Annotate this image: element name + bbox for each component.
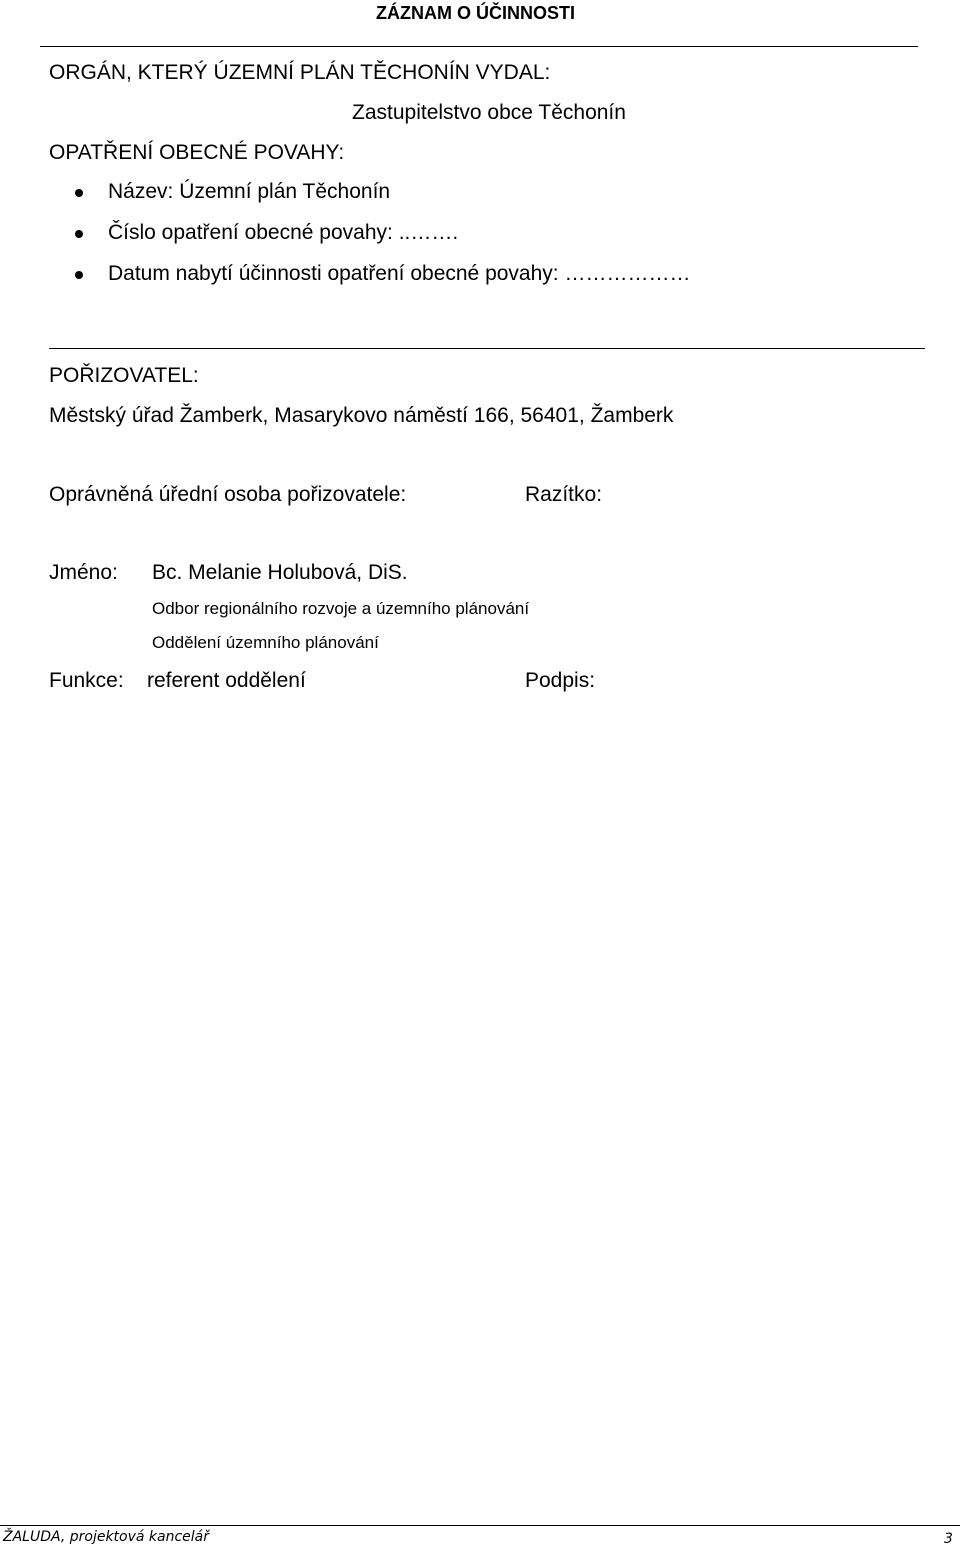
measure-item-date: Datum nabytí účinnosti opatření obecné povahy: ……………… [108, 262, 691, 285]
procurer-label: POŘIZOVATEL: [49, 364, 199, 387]
page-number: 3 [944, 1531, 953, 1547]
function-label: Funkce: [49, 669, 124, 692]
measure-label: OPATŘENÍ OBECNÉ POVAHY: [49, 141, 345, 164]
issuer-label: ORGÁN, KTERÝ ÚZEMNÍ PLÁN TĚCHONÍN VYDAL: [49, 61, 551, 84]
stamp-label: Razítko: [525, 483, 603, 506]
header-divider [40, 46, 918, 47]
bullet-icon [75, 271, 83, 279]
name-label: Jméno: [49, 561, 118, 584]
bullet-icon [75, 189, 83, 197]
footer-divider [0, 1525, 960, 1526]
document-title: ZÁZNAM O ÚČINNOSTI [376, 3, 575, 23]
section-divider [49, 348, 925, 349]
bullet-icon [75, 230, 83, 238]
measure-item-name: Název: Územní plán Těchonín [108, 180, 391, 203]
footer-company: ŽALUDA, projektová kancelář [3, 1529, 210, 1545]
function-value: referent oddělení [147, 669, 306, 692]
authorized-person-label: Oprávněná úřední osoba pořizovatele: [49, 483, 407, 506]
department-name: Odbor regionálního rozvoje a územního plánování [152, 599, 530, 618]
measure-item-number: Číslo opatření obecné povahy: ..……. [108, 221, 459, 244]
procurer-address: Městský úřad Žamberk, Masarykovo náměstí 166, 56401, Žamberk [49, 404, 674, 427]
name-value: Bc. Melanie Holubová, DiS. [152, 561, 408, 584]
issuer-value: Zastupitelstvo obce Těchonín [352, 101, 626, 124]
section-name: Oddělení územního plánování [152, 633, 379, 652]
signature-label: Podpis: [525, 669, 596, 692]
